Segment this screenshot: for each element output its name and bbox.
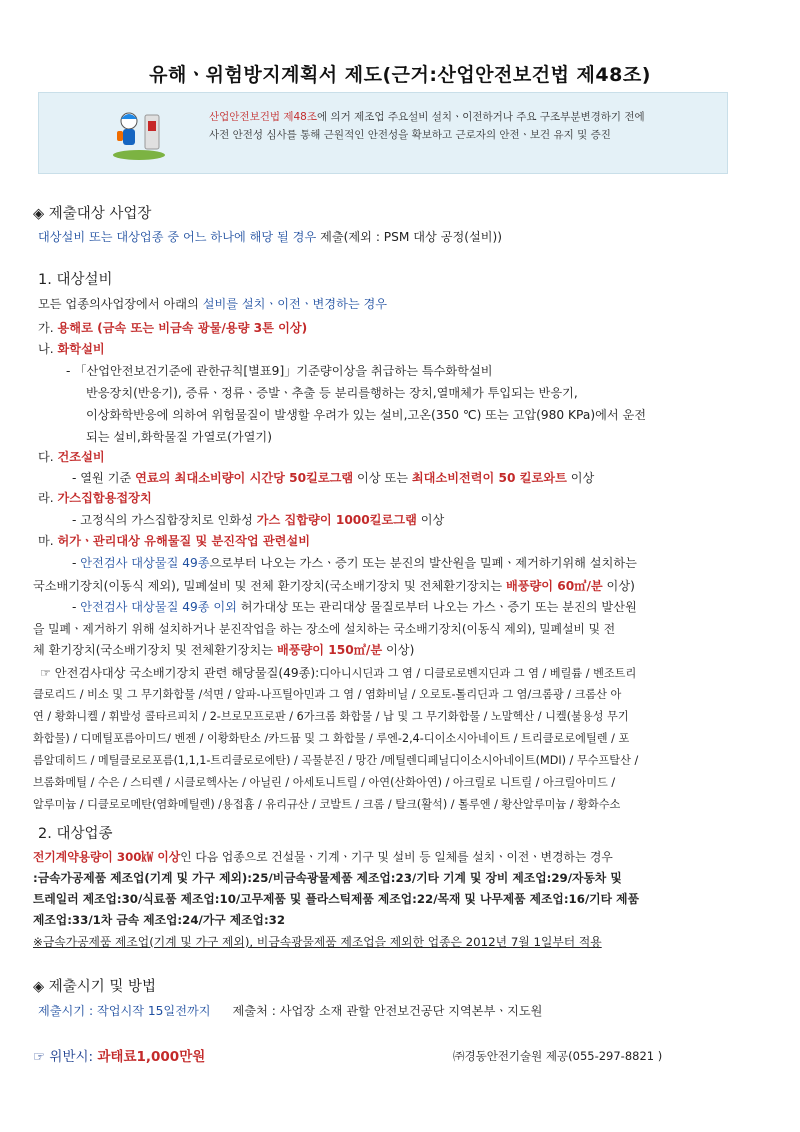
pointing-hand-icon: ☞: [33, 1049, 46, 1065]
item-na: 나. 화학설비: [38, 342, 105, 356]
item-ma-line-5: 체 환기장치(국소배기장치 및 전체환기장치는 배풍량이 150㎥/분 이상): [33, 643, 415, 657]
industry-note: ※금속가공제품 제조업(기계 및 가구 제외), 비금속광물제품 제조업을 제외한 업종은 2012년 7월 1일부터 적용: [33, 935, 602, 949]
credit-line: ㈜경동안전기술원 제공(055-297-8821 ): [453, 1049, 663, 1063]
substance-list-line-7: 알루미늄 / 디클로로메탄(염화메틸렌) /용접흄 / 유리규산 / 코발트 / 크롬 / 탈크(활석) / 톨루엔 / 황산알루미늄 / 황화수소: [33, 798, 621, 811]
banner-line-1: 산업안전보건법 제48조에 의거 제조업 주요설비 설치ㆍ이전하거나 주요 구조부분변경하기 전에: [209, 111, 645, 123]
item-na-line-1: - 「산업안전보건기준에 관한규칙[별표9]」기준량이상을 취급하는 특수화학설비: [66, 364, 493, 378]
facility-intro: 모든 업종의사업장에서 아래의 설비를 설치ㆍ이전ㆍ변경하는 경우: [38, 297, 388, 311]
item-ra: 라. 가스집합용접장치: [38, 491, 152, 505]
substance-list-line-2: 클로리드 / 비소 및 그 무기화합물 /석면 / 알파-나프틸아민과 그 염 / 염화비닐 / 오로토-톨리딘과 그 염/크롬광 / 크롬산 아: [33, 688, 622, 701]
item-ma-line-1: - 안전검사 대상물질 49종으로부터 나오는 가스ㆍ증기 또는 분진의 발산원을 밀폐ㆍ제거하기위해 설치하는: [72, 556, 637, 570]
item-ra-line-1: - 고정식의 가스집합장치로 인화성 가스 집합량이 1000킬로그램 이상: [72, 513, 445, 527]
substance-list-line-1: ☞ 안전검사대상 국소배기장치 관련 해당물질(49종):디아니시딘과 그 염 / 디클로로벤지딘과 그 염 / 베릴륨 / 벤조트리: [40, 666, 637, 680]
item-na-line-4: 되는 설비,화학물질 가열로(가열기): [86, 430, 272, 444]
item-ga: 가. 용해로 (금속 또는 비금속 광물/용량 3톤 이상): [38, 321, 308, 335]
industry-list-line-3: 제조업:33/1차 금속 제조업:24/가구 제조업:32: [33, 913, 286, 927]
substance-list-line-3: 연 / 황화니켈 / 휘발성 콜타르피치 / 2-브로모프로판 / 6가크롬 화합물 / 납 및 그 무기화합물 / 노말헥산 / 니켈(불용성 무기: [33, 710, 629, 723]
substance-list-line-4: 화합물) / 디메틸포름아미드/ 벤젠 / 이황화탄소 /카드뮴 및 그 화합물 / 루엔-2,4-디이소시아네이트 / 트리클로로에틸렌 / 포: [33, 732, 630, 745]
penalty-line: ☞ 위반시: 과태료1,000만원: [33, 1049, 206, 1065]
facility-heading: 1. 대상설비: [38, 272, 113, 288]
item-ma: 마. 허가ㆍ관리대상 유해물질 및 분진작업 관련설비: [38, 534, 310, 548]
item-na-line-3: 이상화학반응에 의하여 위험물질이 발생할 우려가 있는 설비,고온(350 ℃) 또는 고압(980 KPa)에서 운전: [86, 408, 647, 422]
industry-list-line-1: :금속가공제품 제조업(기계 및 가구 제외):25/비금속광물제품 제조업:23/기타 기계 및 장비 제조업:29/자동차 및: [33, 871, 622, 885]
item-ma-line-3: - 안전검사 대상물질 49종 이외 허가대상 또는 관리대상 물질로부터 나오는 가스ㆍ증기 또는 분진의 발산원: [72, 600, 637, 614]
substance-list-line-6: 브롬화메틸 / 수은 / 스티렌 / 시클로헥사논 / 아닐린 / 아세토니트릴 / 아연(산화아연) / 아크릴로 니트릴 / 아크릴아미드 /: [33, 776, 616, 789]
safety-mascot-illustration: [109, 101, 169, 161]
industry-list-line-2: 트레일러 제조업:30/식료품 제조업:10/고무제품 및 플라스틱제품 제조업:22/목재 및 나무제품 제조업:16/기타 제품: [33, 892, 639, 906]
banner-line-2: 사전 안전성 심사를 통해 근원적인 안전성을 확보하고 근로자의 안전ㆍ보건 유지 및 증진: [209, 129, 611, 141]
submission-details: 제출시기 : 작업시작 15일전까지 제출처 : 사업장 소재 관할 안전보건공단 지역본부ㆍ지도원: [38, 1004, 543, 1018]
substance-list-line-5: 름알데히드 / 메틸클로로포름(1,1,1-트리클로로에탄) / 곡물분진 / 망간 /메틸렌디페닐디이소시아네이트(MDI) / 무수프탈산 /: [33, 754, 639, 767]
item-da: 다. 건조설비: [38, 450, 105, 464]
section-heading-target: ◈ 제출대상 사업장: [33, 206, 152, 222]
page-title: 유해ㆍ위험방지계획서 제도(근거:산업안전보건법 제48조): [149, 64, 651, 86]
item-ma-line-2: 국소배기장치(이동식 제외), 밀폐설비 및 전체 환기장치(국소배기장치 및 전체환기장치는 배풍량이 60㎥/분 이상): [33, 579, 635, 593]
industry-line-1: 전기계약용량이 300㎾ 이상인 다음 업종으로 건설물ㆍ기계ㆍ기구 및 설비 등 일체를 설치ㆍ이전ㆍ변경하는 경우: [33, 850, 613, 864]
industry-heading: 2. 대상업종: [38, 826, 113, 842]
item-da-line-1: - 열원 기준 연료의 최대소비량이 시간당 50킬로그램 이상 또는 최대소비전력이 50 킬로와트 이상: [72, 471, 595, 485]
item-na-line-2: 반응장치(반응기), 증류ㆍ정류ㆍ증발ㆍ추출 등 분리를행하는 장치,열매체가 투입되는 반응기,: [86, 386, 578, 400]
section-heading-submission: ◈ 제출시기 및 방법: [33, 979, 157, 995]
item-ma-line-4: 을 밀폐ㆍ제거하기 위해 설치하거나 분진작업을 하는 장소에 설치하는 국소배기장치(이동식 제외), 밀폐설비 및 전: [33, 622, 616, 636]
target-condition-line: 대상설비 또는 대상업종 중 어느 하나에 해당 될 경우 제출(제외 : PSM 대상 공정(설비)): [38, 230, 503, 244]
intro-banner: [38, 92, 728, 174]
